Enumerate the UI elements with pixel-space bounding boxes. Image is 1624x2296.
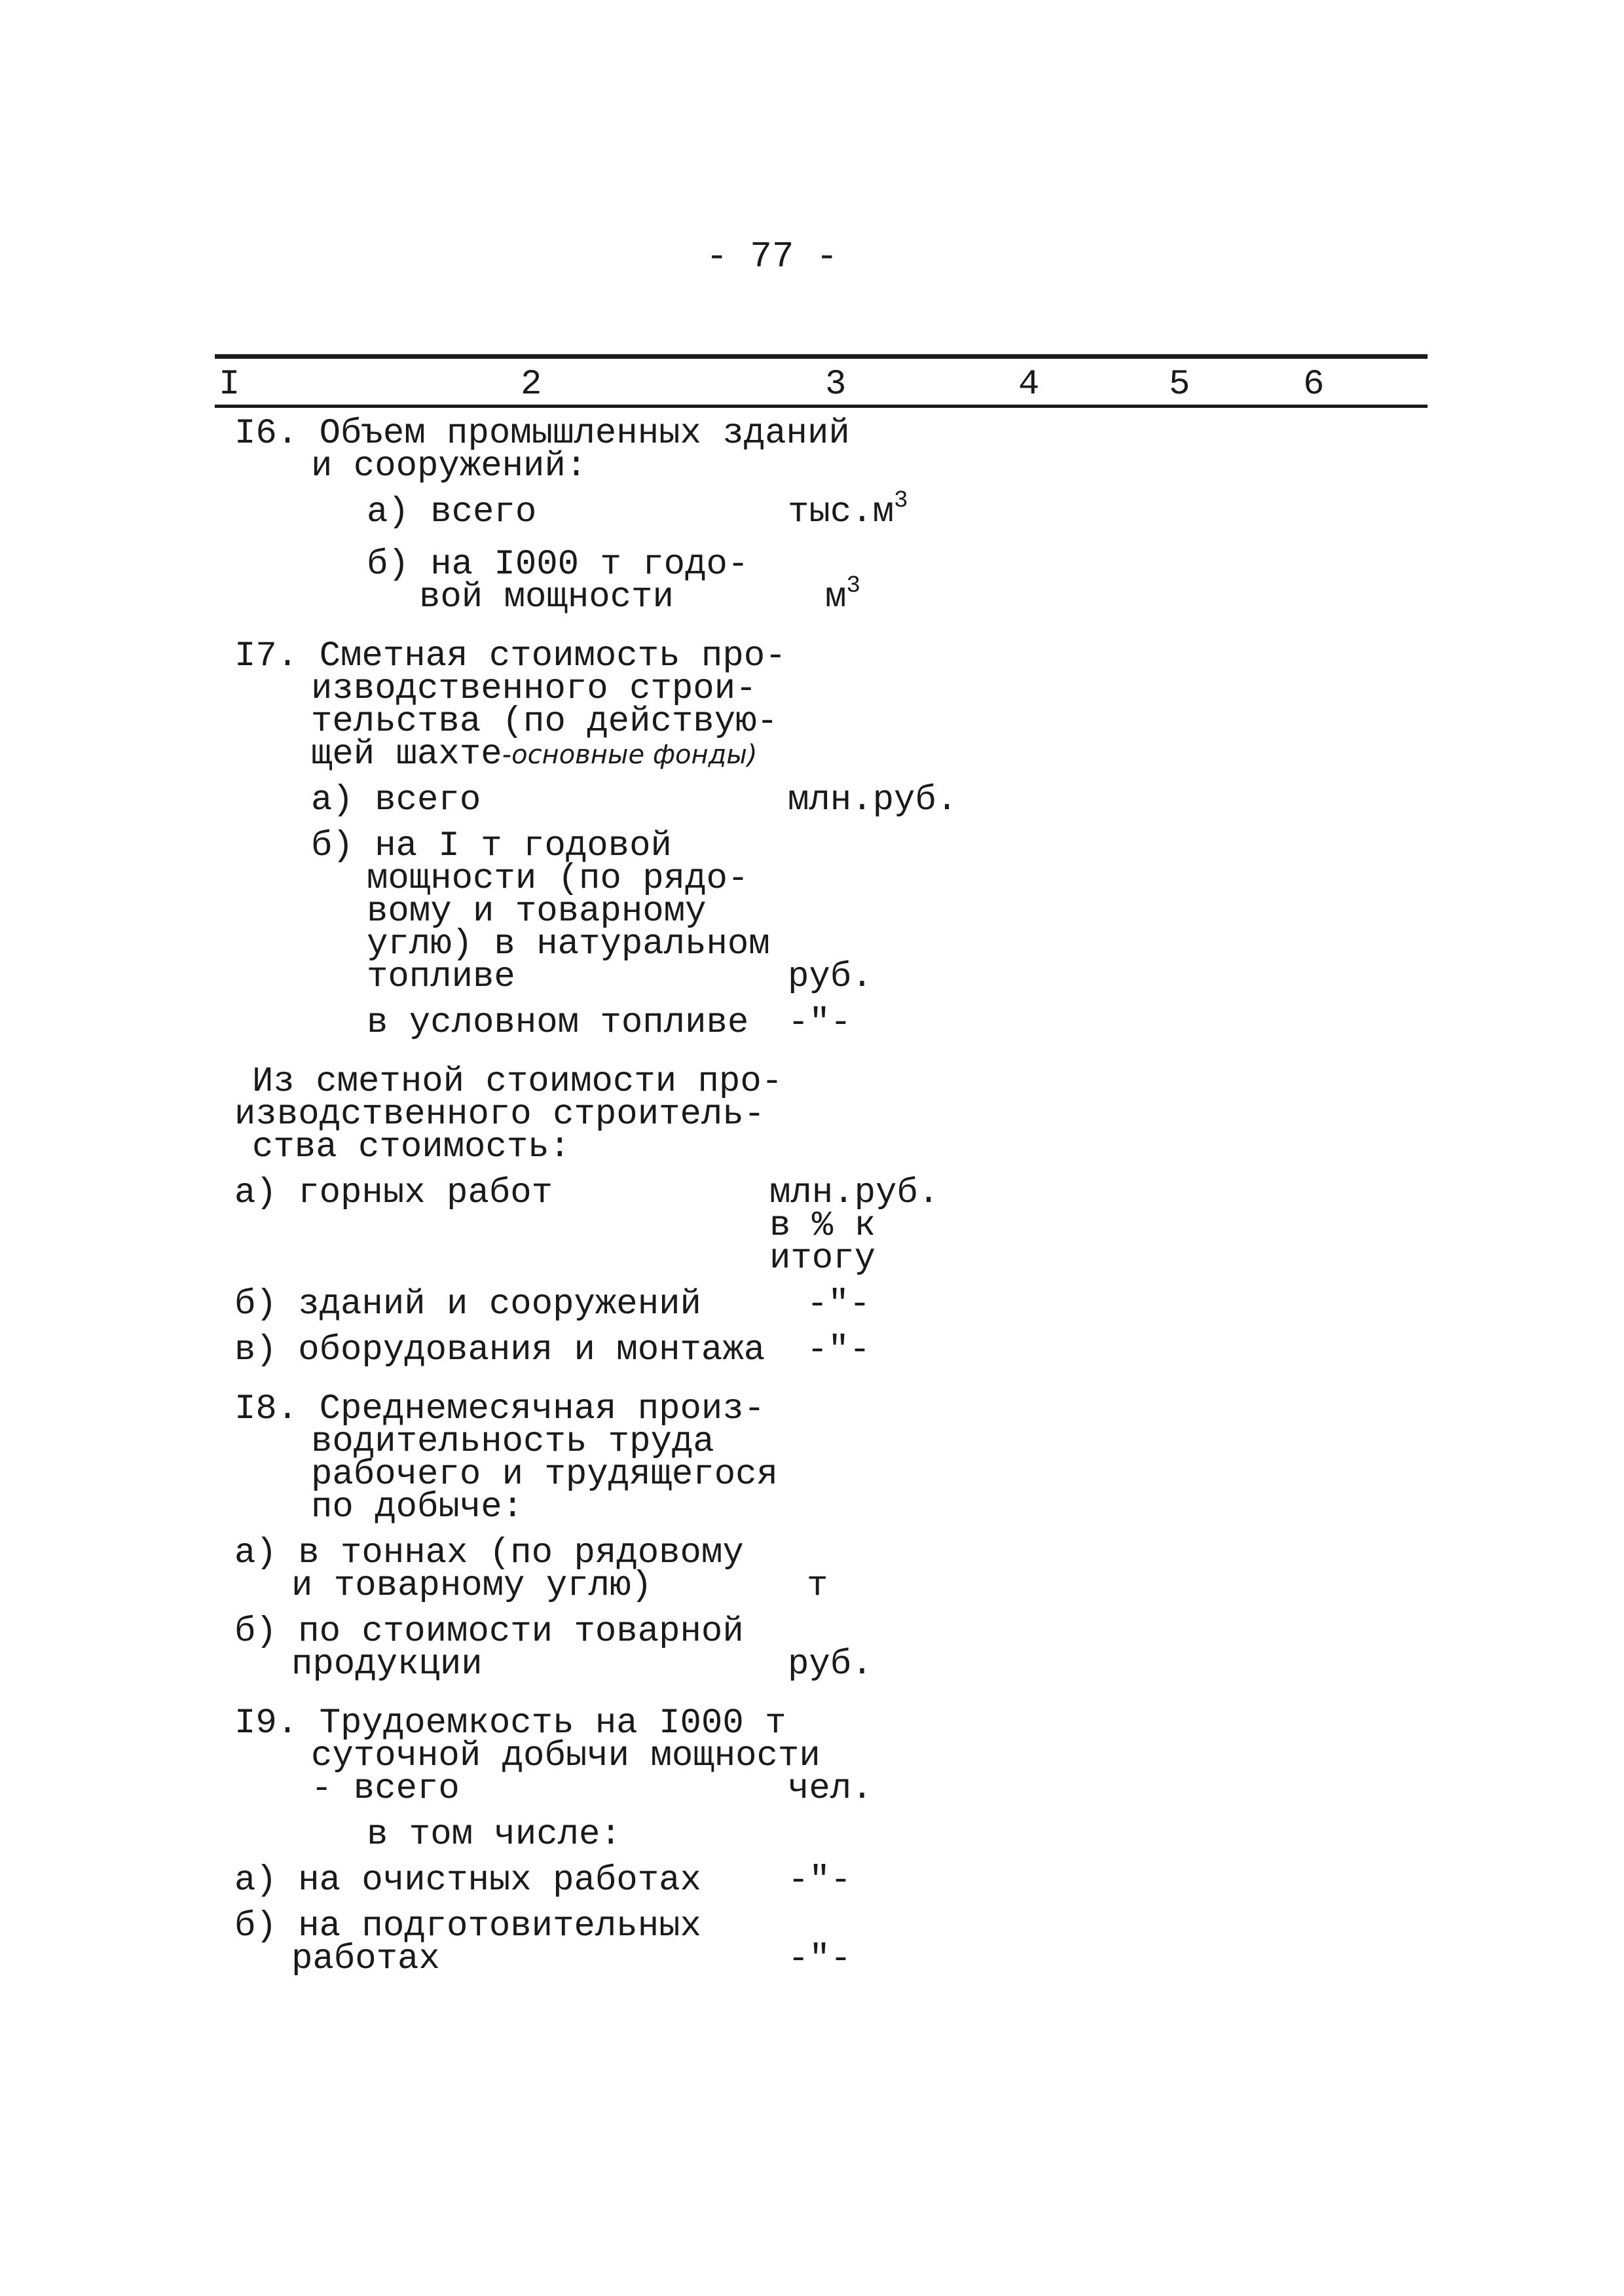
- item-18-a-unit: т: [807, 1566, 828, 1606]
- subsection-a-unit: итогу: [769, 1239, 876, 1279]
- subsection-a-unit: млн.руб.: [769, 1173, 940, 1213]
- item-16-a-unit: $тыс.м^3$: [788, 487, 908, 532]
- item-17-a-unit: млн.руб.: [788, 780, 958, 820]
- item-18-title: рабочего и трудящегося: [311, 1455, 778, 1495]
- column-header-6: 6: [1303, 365, 1325, 405]
- column-header-4: 4: [1018, 365, 1040, 405]
- column-header-3: 3: [825, 365, 847, 405]
- item-18-b-label: продукции: [291, 1645, 483, 1685]
- item-16-b-unit: $м^3$: [825, 572, 861, 617]
- item-17-c-label: в условном топливе: [367, 1003, 749, 1043]
- subsection-a-label: а) горных работ: [234, 1173, 553, 1213]
- item-17-title: I7. Сметная стоимость про-: [234, 636, 786, 676]
- item-16-title: и сооружений:: [311, 446, 587, 486]
- item-17-b-label: б) на I т годовой: [311, 826, 672, 866]
- subsection-b-unit: -"-: [807, 1285, 871, 1324]
- item-19-title: - всего: [311, 1769, 460, 1809]
- item-16-a-label: а) всего: [367, 492, 537, 532]
- item-19-title: суточной добычи мощности: [311, 1736, 821, 1776]
- item-19-unit: чел.: [788, 1769, 873, 1809]
- item-17-b-label: топливе: [367, 957, 515, 997]
- subsection-title: ства стоимость:: [252, 1127, 571, 1167]
- subsection-c-label: в) оборудования и монтажа: [234, 1330, 766, 1370]
- page-number: - 77 -: [706, 236, 838, 278]
- subsection-c-unit: -"-: [807, 1330, 871, 1370]
- subsection-title: Из сметной стоимости про-: [252, 1062, 783, 1102]
- subsection-b-label: б) зданий и сооружений: [234, 1285, 701, 1324]
- subsection-title: изводственного строитель-: [234, 1095, 766, 1135]
- column-header-2: 2: [521, 365, 542, 405]
- item-19-b-label: б) на подготовительных: [234, 1906, 701, 1946]
- item-16-title: I6. Объем промышленных зданий: [234, 414, 850, 454]
- subsection-a-unit: в % к: [769, 1206, 876, 1246]
- item-18-title: водительность труда: [311, 1422, 714, 1462]
- item-17-b-label: углю) в натуральном: [367, 924, 770, 964]
- table-top-rule: [215, 354, 1428, 359]
- item-17-title: изводственного строи-: [311, 669, 757, 709]
- item-17-a-label: а) всего: [311, 780, 481, 820]
- item-18-a-label: а) в тоннах (по рядовому: [234, 1533, 744, 1573]
- item-16-b-label: вой мощности: [419, 577, 674, 617]
- item-19-b-label: работах: [291, 1939, 440, 1979]
- item-17-title: щей шахте-основные фонды): [311, 735, 758, 774]
- item-17-b-label: мощности (по рядо-: [367, 859, 749, 899]
- item-17-title: тельства (по действую-: [311, 702, 778, 742]
- item-18-b-label: б) по стоимости товарной: [234, 1612, 744, 1652]
- item-19-a-label: а) на очистных работах: [234, 1861, 701, 1901]
- item-19-a-unit: -"-: [788, 1861, 852, 1901]
- item-18-b-unit: руб.: [788, 1645, 873, 1685]
- item-18-title: по добыче:: [311, 1487, 524, 1527]
- handwritten-note: -основные фонды): [502, 740, 758, 770]
- item-19-title: I9. Трудоемкость на I000 т: [234, 1704, 786, 1743]
- item-19-b-unit: -"-: [788, 1939, 852, 1979]
- item-17-c-unit: -"-: [788, 1003, 852, 1043]
- item-16-b-label: б) на I000 т годо-: [367, 545, 749, 585]
- item-18-title: I8. Среднемесячная произ-: [234, 1389, 766, 1429]
- item-17-b-label: вому и товарному: [367, 892, 707, 932]
- table-header-rule: [215, 405, 1428, 408]
- column-header-5: 5: [1169, 365, 1190, 405]
- item-17-b-unit: руб.: [788, 957, 873, 997]
- column-header-1: I: [219, 365, 240, 405]
- item-18-a-label: и товарному углю): [291, 1566, 652, 1606]
- item-19-including: в том числе:: [367, 1815, 621, 1855]
